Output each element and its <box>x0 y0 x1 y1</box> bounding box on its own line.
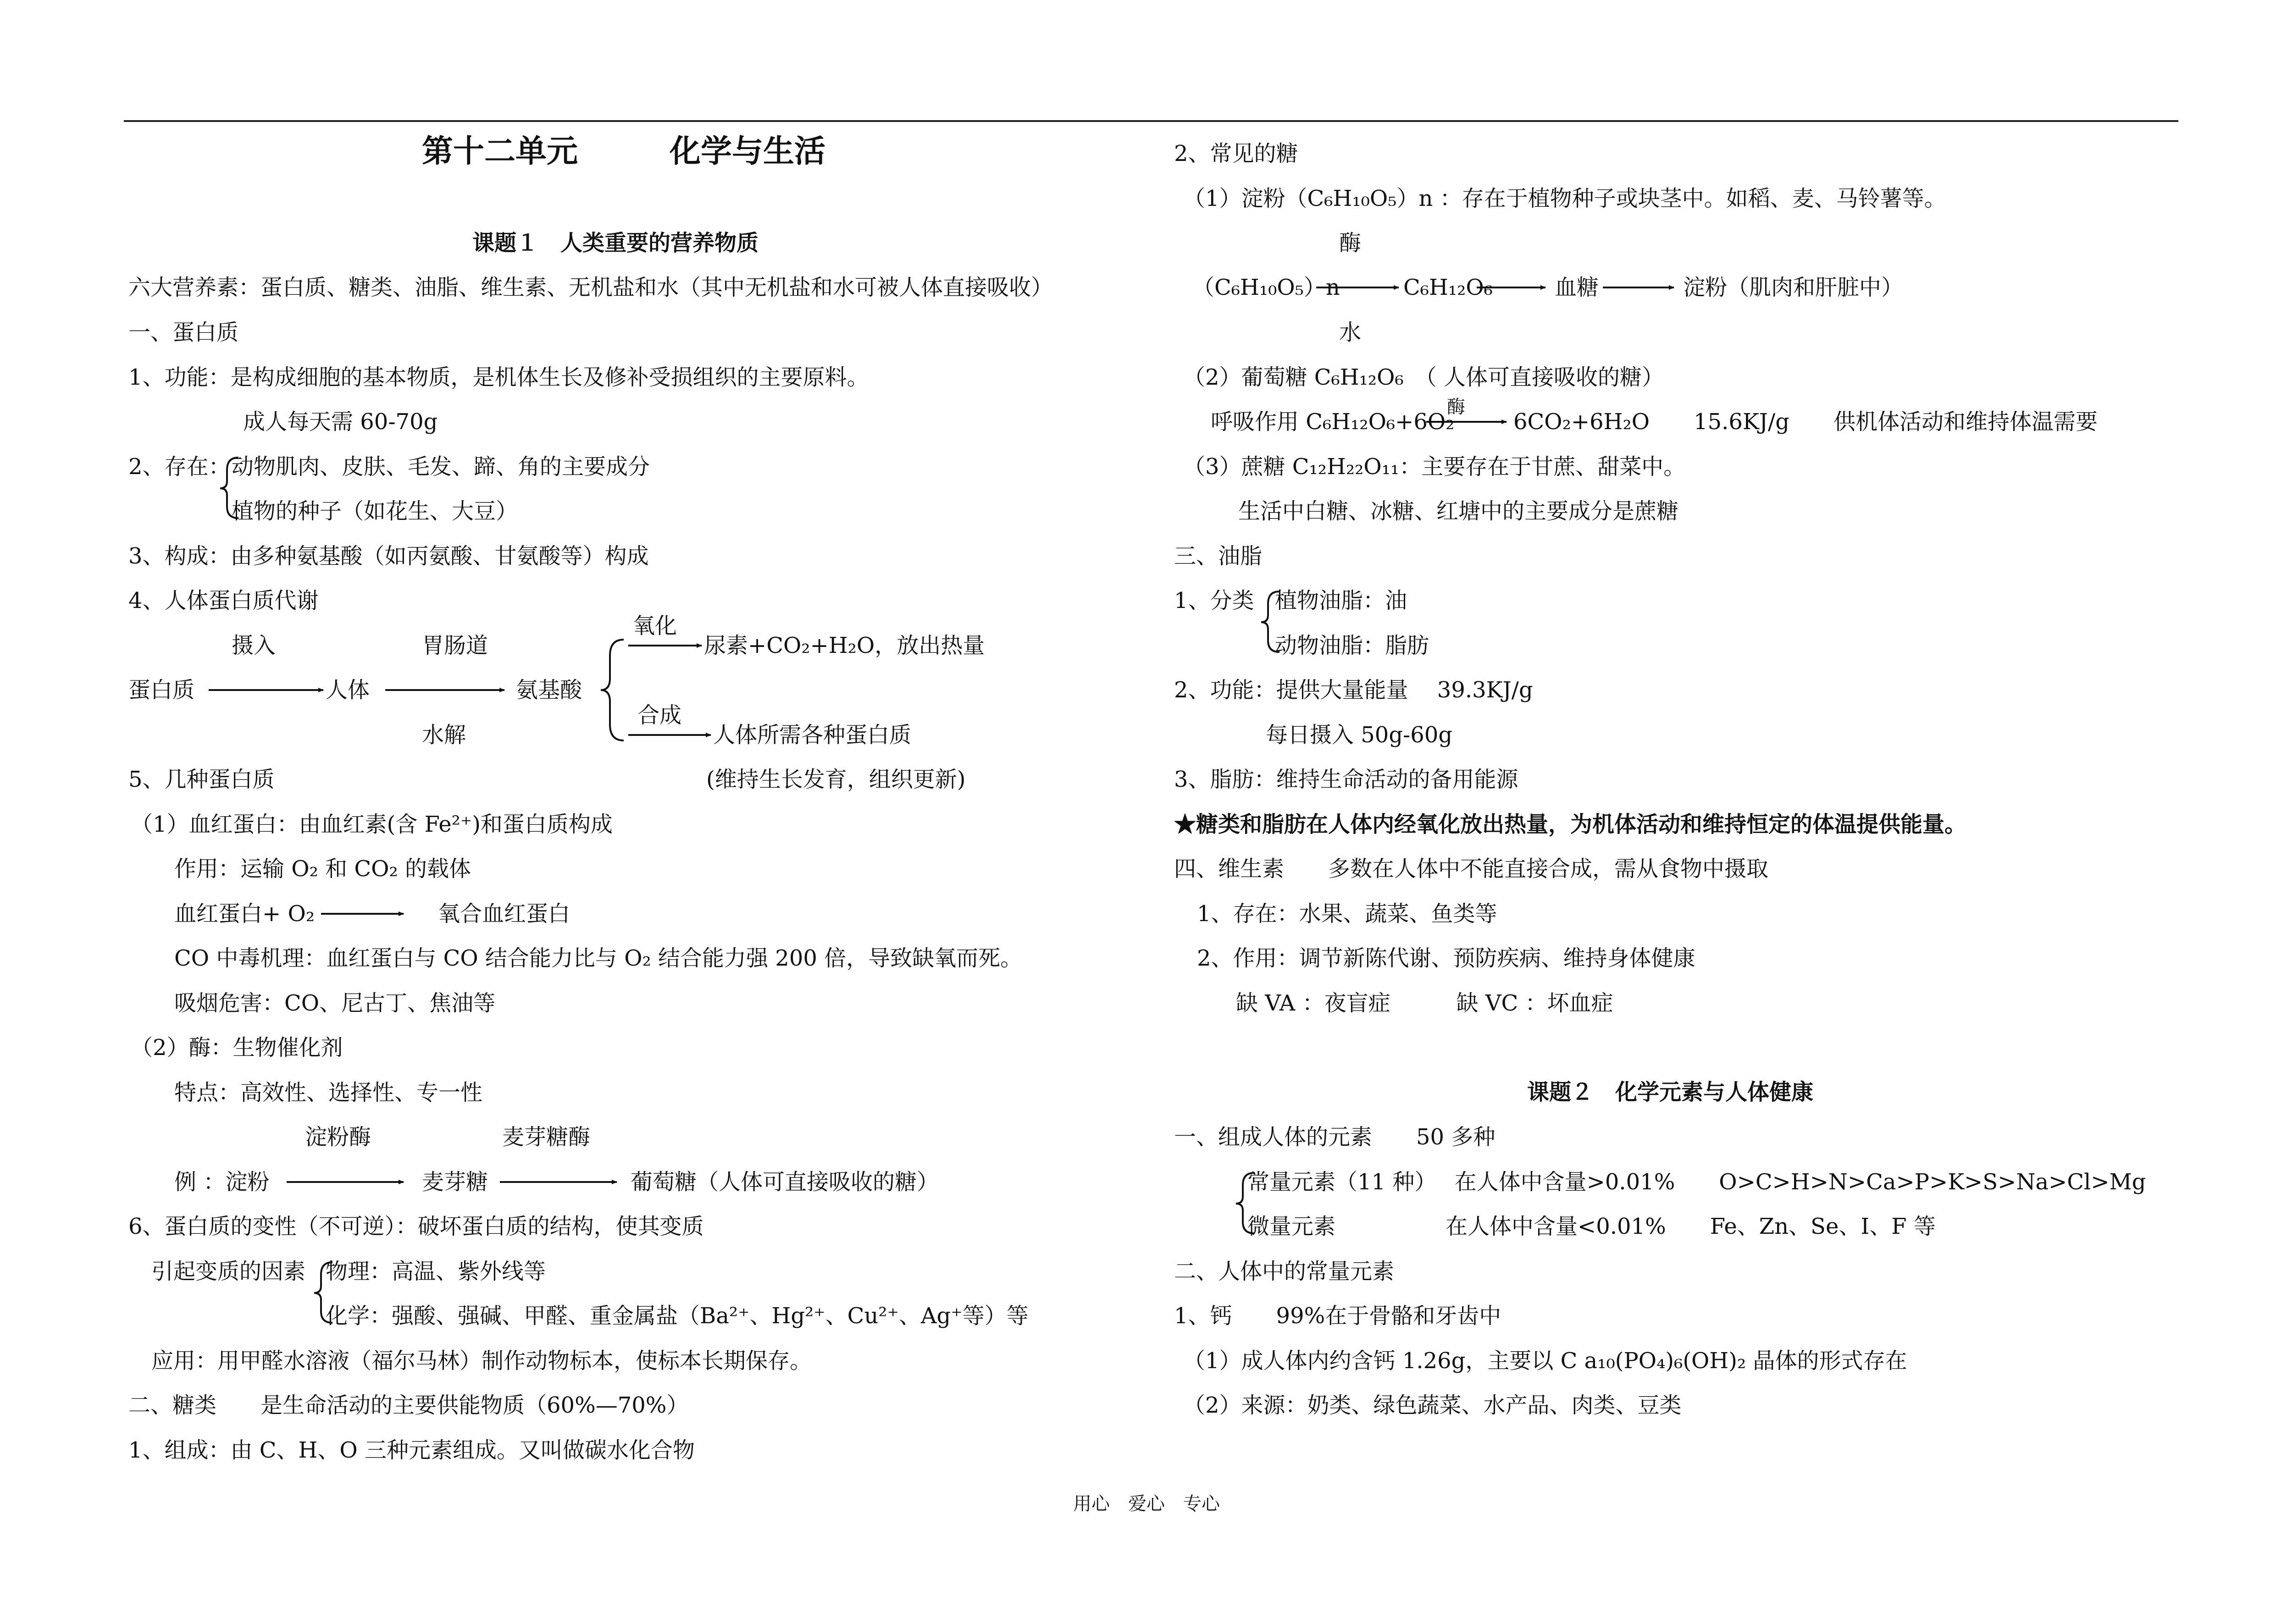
vitamin-lack: 缺 VA ：夜盲症 缺 VC ：坏血症 <box>1236 990 1613 1016</box>
six-nutrients: 六大营养素：蛋白质、糖类、油脂、维生素、无机盐和水（其中无机盐和水可被人体直接吸收） <box>128 275 1053 300</box>
sucrose: （3）蔗糖 C₁₂H₂₂O₁₁：主要存在于甘蔗、甜菜中。 <box>1183 454 1686 480</box>
sugar-compose: 1、组成：由 C、H、O 三种元素组成。又叫做碳水化合物 <box>128 1437 695 1463</box>
fat-heading: 三、油脂 <box>1174 543 1263 569</box>
ex-glucose: 葡萄糖（人体可直接吸收的糖） <box>631 1169 939 1195</box>
sugar-heading: 二、糖类 是生命活动的主要供能物质（60%—70%） <box>128 1392 689 1418</box>
trace-elements: 微量元素 在人体中含量<0.01% Fe、Zn、Se、I、F 等 <box>1247 1214 1936 1239</box>
chain-blood: 血糖 <box>1555 275 1599 300</box>
protein-exist-2: 植物的种子（如花生、大豆） <box>232 498 518 524</box>
protein-exist-1: 动物肌肉、皮肤、毛发、蹄、角的主要成分 <box>232 454 650 480</box>
resp-right: 6CO₂+6H₂O 15.6KJ/g 供机体活动和维持体温需要 <box>1513 409 2098 435</box>
metab-hydrolysis: 水解 <box>422 722 466 748</box>
unit-title: 化学与生活 <box>670 133 826 170</box>
calcium: 1、钙 99%在于骨骼和牙齿中 <box>1174 1303 1501 1329</box>
metab-gut: 胃肠道 <box>422 633 488 658</box>
metab-oxidation: 氧化 <box>633 613 677 639</box>
resp-enzyme: 酶 <box>1447 397 1465 418</box>
fat-class-1: 植物油脂：油 <box>1275 588 1407 613</box>
unit-number: 第十二单元 <box>422 133 578 170</box>
hemoglobin-role: 作用：运输 O₂ 和 CO₂ 的载体 <box>174 856 471 882</box>
chain-start: （C₆H₁₀O₅）n <box>1192 275 1340 300</box>
protein-kinds: 5、几种蛋白质 <box>128 767 275 792</box>
energy-note: ★糖类和脂肪在人体内经氧化放出热量，为机体活动和维持恒定的体温提供能量。 <box>1174 812 1967 837</box>
brace-elements <box>1236 1173 1254 1233</box>
enzyme-features: 特点：高效性、选择性、专一性 <box>174 1080 483 1105</box>
major-elements: 常量元素（11 种） 在人体中含量>0.01% O>C>H>N>Ca>P>K>S>Na>Cl>Mg <box>1247 1169 2146 1195</box>
denature-chemical: 化学：强酸、强碱、甲醛、重金属盐（Ba²⁺、Hg²⁺、Cu²⁺、Ag⁺等）等 <box>326 1303 1029 1329</box>
topic-2-heading: 课题２ 化学元素与人体健康 <box>1527 1079 1814 1105</box>
hb-eq-right: 氧合血红蛋白 <box>438 901 570 927</box>
vitamin-exist: 1、存在：水果、蔬菜、鱼类等 <box>1197 901 1497 927</box>
vitamin-heading: 四、维生素 多数在人体中不能直接合成，需从食物中摄取 <box>1174 856 1769 882</box>
brace-exist <box>220 458 238 518</box>
fat-function: 2、功能：提供大量能量 39.3KJ/g <box>1174 677 1533 703</box>
brace-denature <box>314 1262 332 1323</box>
protein-function: 1、功能：是构成细胞的基本物质，是机体生长及修补受损组织的主要原料。 <box>128 365 869 390</box>
metab-synthesis: 合成 <box>637 702 682 728</box>
topic-1-heading: 课题１ 人类重要的营养物质 <box>472 230 759 256</box>
chain-enzyme: 酶 <box>1339 230 1362 256</box>
protein-heading: 一、蛋白质 <box>128 320 239 345</box>
metab-body: 人体 <box>326 677 370 703</box>
ex-maltose: 麦芽糖 <box>422 1169 488 1195</box>
brace-fat <box>1261 591 1279 652</box>
chain-water: 水 <box>1339 320 1362 345</box>
protein-daily: 成人每天需 60-70g <box>243 409 438 435</box>
hb-eq-left: 血红蛋白+ O₂ <box>174 901 315 927</box>
denature-apply: 应用：用甲醛水溶液（福尔马林）制作动物标本，使标本长期保存。 <box>151 1348 812 1374</box>
enzyme: （2）酶：生物催化剂 <box>131 1035 343 1061</box>
metab-protein: 蛋白质 <box>128 677 195 703</box>
starch: （1）淀粉（C₆H₁₀O₅）n ：存在于植物种子或块茎中。如稻、麦、马铃薯等。 <box>1183 186 1946 211</box>
fat-class-label: 1、分类 <box>1174 588 1254 613</box>
metab-oxid-product: 尿素+CO₂+H₂O，放出热量 <box>704 633 985 658</box>
hemoglobin: （1）血红蛋白：由血红素(含 Fe²⁺)和蛋白质构成 <box>131 812 613 837</box>
glucose: （2）葡萄糖 C₆H₁₂O₆ （ 人体可直接吸收的糖） <box>1183 365 1664 390</box>
ex-amylase: 淀粉酶 <box>305 1124 371 1150</box>
vitamin-role: 2、作用：调节新陈代谢、预防疾病、维持身体健康 <box>1197 945 1695 971</box>
sucrose-note: 生活中白糖、冰糖、红塘中的主要成分是蔗糖 <box>1238 498 1679 524</box>
denaturation: 6、蛋白质的变性（不可逆）：破坏蛋白质的结构，使其变质 <box>128 1214 704 1239</box>
protein-exist-label: 2、存在： <box>128 454 231 480</box>
protein-compose: 3、构成：由多种氨基酸（如丙氨酸、甘氨酸等）构成 <box>128 543 649 569</box>
resp-left: 呼吸作用 C₆H₁₂O₆+6O₂ <box>1211 409 1455 435</box>
footer-motto: 用心 爱心 专心 <box>1073 1493 1220 1514</box>
metabolism-title: 4、人体蛋白质代谢 <box>128 588 319 613</box>
ex-starch: 例 ：淀粉 <box>174 1169 270 1195</box>
brace-metabolism <box>601 640 624 740</box>
metab-synth-note: (维持生长发育，组织更新) <box>706 767 966 792</box>
co-poisoning: CO 中毒机理：血红蛋白与 CO 结合能力比与 O₂ 结合能力强 200 倍，导致缺氧而死。 <box>174 945 1023 971</box>
smoking-harm: 吸烟危害：CO、尼古丁、焦油等 <box>174 990 496 1016</box>
common-sugars: 2、常见的糖 <box>1174 141 1298 166</box>
calcium-sources: （2）来源：奶类、绿色蔬菜、水产品、肉类、豆类 <box>1183 1392 1682 1418</box>
metab-intake: 摄入 <box>232 633 276 658</box>
denature-physical: 物理：高温、紫外线等 <box>326 1259 546 1284</box>
fat-daily: 每日摄入 50g-60g <box>1266 722 1453 748</box>
chain-end: 淀粉（肌肉和肝脏中） <box>1683 275 1904 300</box>
ex-maltase: 麦芽糖酶 <box>502 1124 591 1150</box>
fat-class-2: 动物油脂：脂肪 <box>1275 633 1429 658</box>
calcium-content: （1）成人体内约含钙 1.26g，主要以 C a₁₀(PO₄)₆(OH)₂ 晶体的形式存在 <box>1183 1348 1907 1374</box>
body-elements: 一、组成人体的元素 50 多种 <box>1174 1124 1495 1150</box>
metab-synth-product: 人体所需各种蛋白质 <box>713 722 912 748</box>
denature-cause-label: 引起变质的因素 <box>151 1259 306 1284</box>
major-elements-heading: 二、人体中的常量元素 <box>1174 1259 1395 1284</box>
adipose: 3、脂肪：维持生命活动的备用能源 <box>1174 767 1518 792</box>
chain-glucose: C₆H₁₂O₆ <box>1403 275 1493 300</box>
metab-amino: 氨基酸 <box>516 677 582 703</box>
